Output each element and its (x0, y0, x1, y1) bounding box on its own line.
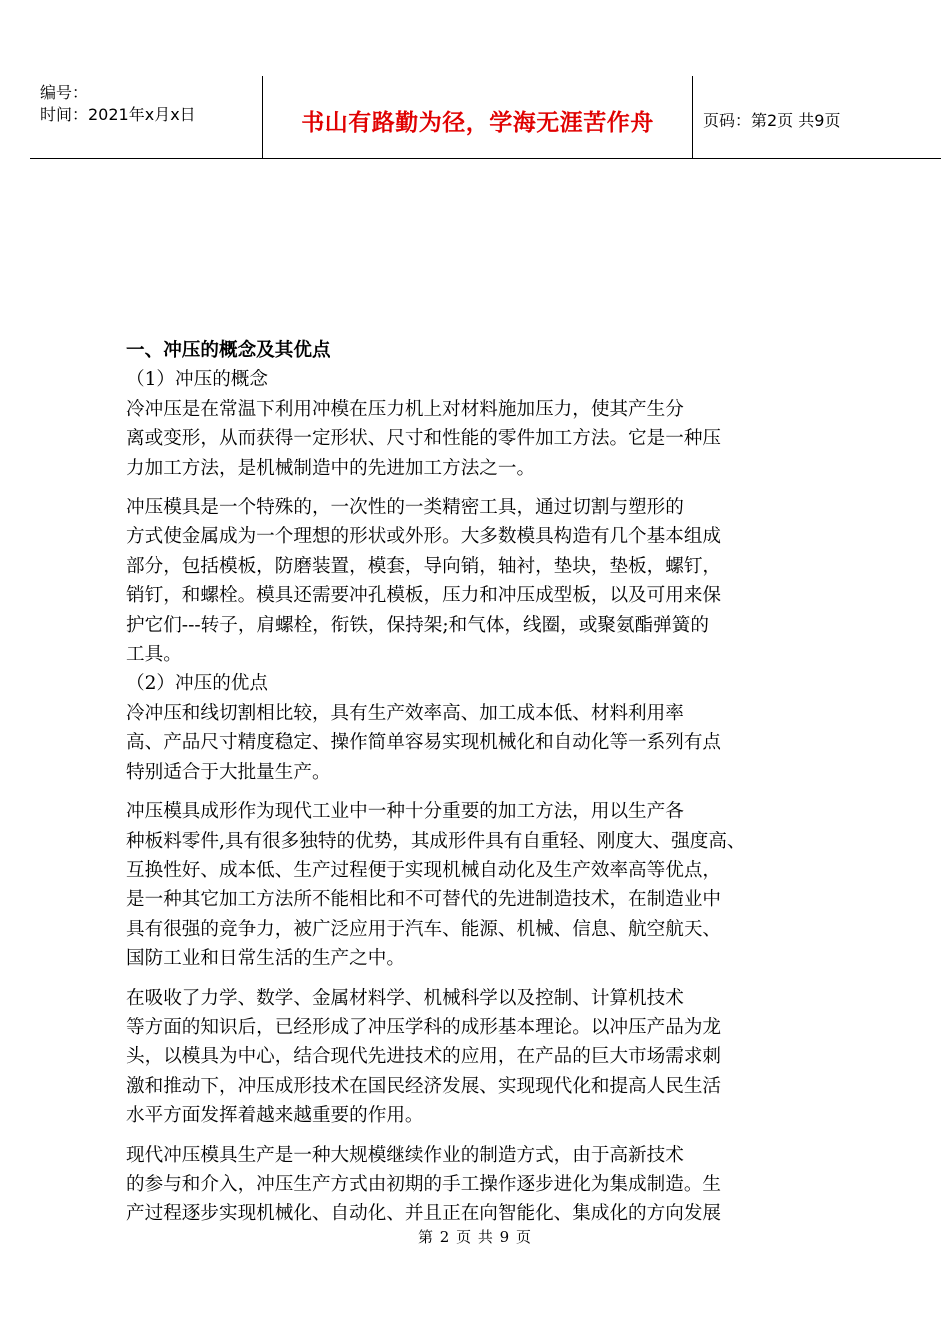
text-line: 销钉，和螺栓。模具还需要冲孔模板，压力和冲压成型板，以及可用来保 (126, 585, 722, 607)
text-line: 高、产品尺寸精度稳定、操作简单容易实现机械化和自动化等一系列有点 (126, 732, 722, 754)
number-label: 编号： (40, 83, 89, 102)
text-line: 头，以模具为中心，结合现代先进技术的应用，在产品的巨大市场需求刺 (126, 1046, 722, 1068)
document-body (126, 336, 856, 1229)
header-meta (40, 82, 196, 126)
text-line: 等方面的知识后，已经形成了冲压学科的成形基本理论。以冲压产品为龙 (126, 1016, 722, 1038)
text-line: 部分，包括模板，防磨装置，模套，导向销，轴衬，垫块，垫板，螺钉， (126, 555, 722, 577)
text-line: 是一种其它加工方法所不能相比和不可替代的先进制造技术，在制造业中 (126, 889, 722, 911)
text-line: 工具。 (126, 644, 182, 666)
paragraph (126, 797, 856, 973)
header-page-label: 页码：第2页 共9页 (703, 111, 841, 130)
text-line: 现代冲压模具生产是一种大规模继续作业的制造方式，由于高新技术 (126, 1144, 684, 1166)
text-line: 产过程逐步实现机械化、自动化、并且正在向智能化、集成化的方向发展 (126, 1203, 722, 1225)
text-line: 的参与和介入，冲压生产方式由初期的手工操作逐步进化为集成制造。生 (126, 1173, 722, 1195)
text-line: 种板料零件,具有很多独特的优势，其成形件具有自重轻、刚度大、强度高、 (126, 830, 746, 852)
paragraph (126, 1141, 856, 1229)
text-line: 护它们---转子，肩螺栓，衔铁，保持架;和气体，线圈，或聚氨酯弹簧的 (126, 614, 709, 636)
section-title: 一、冲压的概念及其优点 (126, 340, 331, 361)
text-line: 特别适合于大批量生产。 (126, 761, 331, 783)
text-line: 国防工业和日常生活的生产之中。 (126, 948, 405, 970)
text-line: 方式使金属成为一个理想的形状或外形。大多数模具构造有几个基本组成 (126, 526, 722, 548)
paragraph-gap (126, 483, 856, 493)
paragraph (126, 395, 856, 483)
text-line: 互换性好、成本低、生产过程便于实现机械自动化及生产效率高等优点， (126, 859, 722, 881)
paragraph-gap (126, 787, 856, 797)
paragraph-gap (126, 974, 856, 984)
paragraph (126, 699, 856, 787)
paragraph-gap (126, 1131, 856, 1141)
text-line: 具有很强的竞争力，被广泛应用于汽车、能源、机械、信息、航空航天、 (126, 918, 722, 940)
text-line: 在吸收了力学、数学、金属材料学、机械科学以及控制、计算机技术 (126, 987, 684, 1009)
text-line: 水平方面发挥着越来越重要的作用。 (126, 1105, 424, 1127)
paragraph (126, 984, 856, 1131)
header-divider (692, 76, 693, 158)
subsection-title: （1）冲压的概念 (126, 369, 268, 391)
subsection-title: （2）冲压的优点 (126, 673, 268, 695)
text-line: 冷冲压和线切割相比较，具有生产效率高、加工成本低、材料利用率 (126, 702, 684, 724)
text-line: 冲压模具成形作为现代工业中一种十分重要的加工方法，用以生产各 (126, 801, 684, 823)
time-label: 时间：2021年x月x日 (40, 105, 196, 124)
header-motto: 书山有路勤为径，学海无涯苦作舟 (301, 110, 654, 136)
text-line: 力加工方法，是机械制造中的先进加工方法之一。 (126, 457, 536, 479)
page-header (30, 76, 941, 159)
text-line: 激和推动下，冲压成形技术在国民经济发展、实现现代化和提高人民生活 (126, 1075, 722, 1097)
paragraph (126, 493, 856, 669)
page-footer: 第 2 页 共 9 页 (418, 1228, 532, 1246)
text-line: 冲压模具是一个特殊的，一次性的一类精密工具，通过切割与塑形的 (126, 497, 684, 519)
text-line: 冷冲压是在常温下利用冲模在压力机上对材料施加压力，使其产生分 (126, 398, 684, 420)
text-line: 离或变形，从而获得一定形状、尺寸和性能的零件加工方法。它是一种压 (126, 428, 722, 450)
